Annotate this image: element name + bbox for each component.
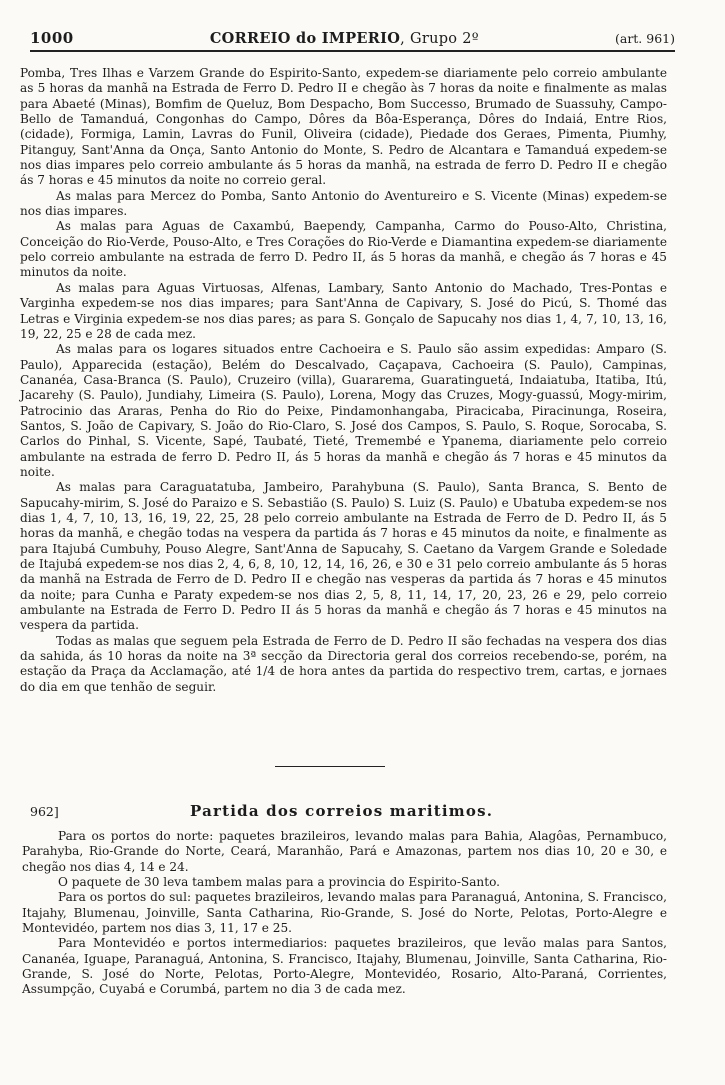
paragraph: As malas para Caraguatatuba, Jambeiro, Parahybuna (S. Paulo), Santa Branca, S. Bento de Sapucahy-mirim, S. José do Paraizo e S. Sebastião (S. Paulo) S. Luiz (S. Paulo) e Ubatuba expedem-se nos dias 1, 4, 7, 10, 13, 16, 19, 22, 25, 28 pelo correio ambulante na Estrada de Ferro de D. Pedro II, ás 5 horas da manhã, e chegão todas na vespera da partida ás 7 horas e 45 minutos da noite, e finalmente as para Itajubá Cumbuhy, Pouso Alegre, Sant'Anna de Sapucahy, S. Caetano da Vargem Grande e Soledade de Itajubá expedem-se nos dias 2, 4, 6, 8, 10, 12, 14, 16, 26, e 30 e 31 pelo correio ambulante ás 5 horas da manhã na Estrada de Ferro de D. Pedro II e chegão nas vesperas da partida ás 7 horas e 45 minutos da noite; para Cunha e Paraty expedem-se nos dias 2, 5, 8, 11, 14, 17, 20, 23, 26 e 29, pelo correio ambulante na Estrada de Ferro D. Pedro II ás 5 horas da manhã e chegão ás 7 horas e 45 minutos na vespera da partida. xyxy=(20,480,667,633)
paragraph: As malas para Aguas Virtuosas, Alfenas, Lambary, Santo Antonio do Machado, Tres-Pontas e Varginha expedem-se nos dias impares; para Sant'Anna de Capivary, S. José do Picú, S. Thomé das Letras e Virginia expedem-se nos dias pares; as para S. Gonçalo de Sapucahy nos dias 1, 4, 7, 10, 13, 16, 19, 22, 25 e 28 de cada mez. xyxy=(20,280,667,341)
running-title-group: , Grupo 2º xyxy=(400,30,479,47)
running-title-main: CORREIO do IMPERIO xyxy=(209,29,401,47)
section-title: Partida dos correios maritimos. xyxy=(190,802,494,820)
section-maritime-mail xyxy=(22,829,667,998)
article-reference: (art. 961) xyxy=(614,30,675,46)
paragraph: As malas para Aguas de Caxambú, Baependy, Campanha, Carmo do Pouso-Alto, Christina, Conceição do Rio-Verde, Pouso-Alto, e Tres Corações do Rio-Verde e Diamantina expedem-se diariamente pelo correio ambulante na estrada de ferro D. Pedro II, ás 5 horas da manhã, e chegão ás 7 horas e 45 minutos da noite. xyxy=(20,219,667,280)
paragraph: Para os portos do sul: paquetes brazileiros, levando malas para Paranaguá, Antonina, S. Francisco, Itajahy, Blumenau, Joinville, Santa Catharina, Rio-Grande, S. José do Norte, Pelotas, Porto-Alegre e Montevidéo, partem nos dias 3, 11, 17 e 25. xyxy=(22,890,667,936)
page-header xyxy=(30,26,675,52)
section-divider xyxy=(275,766,385,767)
section-heading xyxy=(30,801,667,821)
section-number: 962] xyxy=(30,803,59,819)
section-mail-routes xyxy=(20,66,667,695)
paragraph: Todas as malas que seguem pela Estrada de Ferro de D. Pedro II são fechadas na vespera dos dias da sahida, ás 10 horas da noite na 3ª secção da Directoria geral dos correios recebendo-se, porém, na estação da Praça da Acclamação, até 1/4 de hora antes da partida do respectivo trem, cartas, e jornaes do dia em que tenhão de seguir. xyxy=(20,633,667,694)
paragraph: O paquete de 30 leva tambem malas para a provincia do Espirito-Santo. xyxy=(58,875,500,890)
paragraph: Para Montevidéo e portos intermediarios: paquetes brazileiros, que levão malas para Santos, Cananéa, Iguape, Paranaguá, Antonina, S. Francisco, Itajahy, Blumenau, Joinville, Santa Catharina, Rio-Grande, S. José do Norte, Pelotas, Porto-Alegre, Montevidéo, Rosario, Alto-Paraná, Corrientes, Assumpção, Cuyabá e Corumbá, partem no dia 3 de cada mez. xyxy=(22,936,667,997)
paragraph: As malas para Mercez do Pomba, Santo Antonio do Aventureiro e S. Vicente (Minas) expedem-se nos dias impares. xyxy=(20,188,667,219)
paragraph: Pomba, Tres Ilhas e Varzem Grande do Espirito-Santo, expedem-se diariamente pelo correio ambulante as 5 horas da manhã na Estrada de Ferro D. Pedro II e chegão às 7 horas da noite e finalmente as malas para Abaeté (Minas), Bomfim de Queluz, Bom Despacho, Bom Successo, Brumado de Suassuhy, Campo-Bello de Tamanduá, Congonhas do Campo, Dôres da Bôa-Esperança, Dôres do Indaiá, Entre Rios, (cidade), Formiga, Lamin, Lavras do Funil, Oliveira (cidade), Piedade dos Geraes, Pimenta, Piumhy, Pitanguy, Sant'Anna da Onça, Santo Antonio do Monte, S. Pedro de Alcantara e Tamanduá expedem-se nos dias impares pelo correio ambulante ás 5 horas da manhã, na estrada de ferro D. Pedro II e chegão ás 7 horas e 45 minutos da noite no correio geral. xyxy=(20,66,667,188)
paragraph: Para os portos do norte: paquetes brazileiros, levando malas para Bahia, Alagôas, Pernambuco, Parahyba, Rio-Grande do Norte, Ceará, Maranhão, Pará e Amazonas, partem nos dias 10, 20 e 30, e chegão nos dias 4, 14 e 24. xyxy=(22,829,667,874)
page-number: 1000 xyxy=(30,29,74,47)
paragraph: As malas para os logares situados entre Cachoeira e S. Paulo são assim expedidas: Amparo (S. Paulo), Apparecida (estação), Belém do Descalvado, Caçapava, Cachoeira (S. Paulo), Campinas, Cananéa, Casa-Branca (S. Paulo), Cruzeiro (villa), Guararema, Guaratinguetá, Indaiatuba, Itatiba, Itú, Jacarehy (S. Paulo), Jundiahy, Limeira (S. Paulo), Lorena, Mogy das Cruzes, Mogy-guassú, Mogy-mirim, Patrocinio das Araras, Penha do Rio do Peixe, Pindamonhangaba, Piracicaba, Piracinunga, Roseira, Santos, S. João de Capivary, S. João do Rio-Claro, S. José dos Campos, S. Paulo, S. Roque, Sorocaba, S. Carlos do Pinhal, S. Vicente, Sapé, Taubaté, Tieté, Tremembé e Ypanema, diariamente pelo correio ambulante na estrada de ferro D. Pedro II, ás 5 horas da manhã e chegão ás 7 horas e 45 minutos da noite. xyxy=(20,342,667,479)
running-title xyxy=(210,30,479,47)
